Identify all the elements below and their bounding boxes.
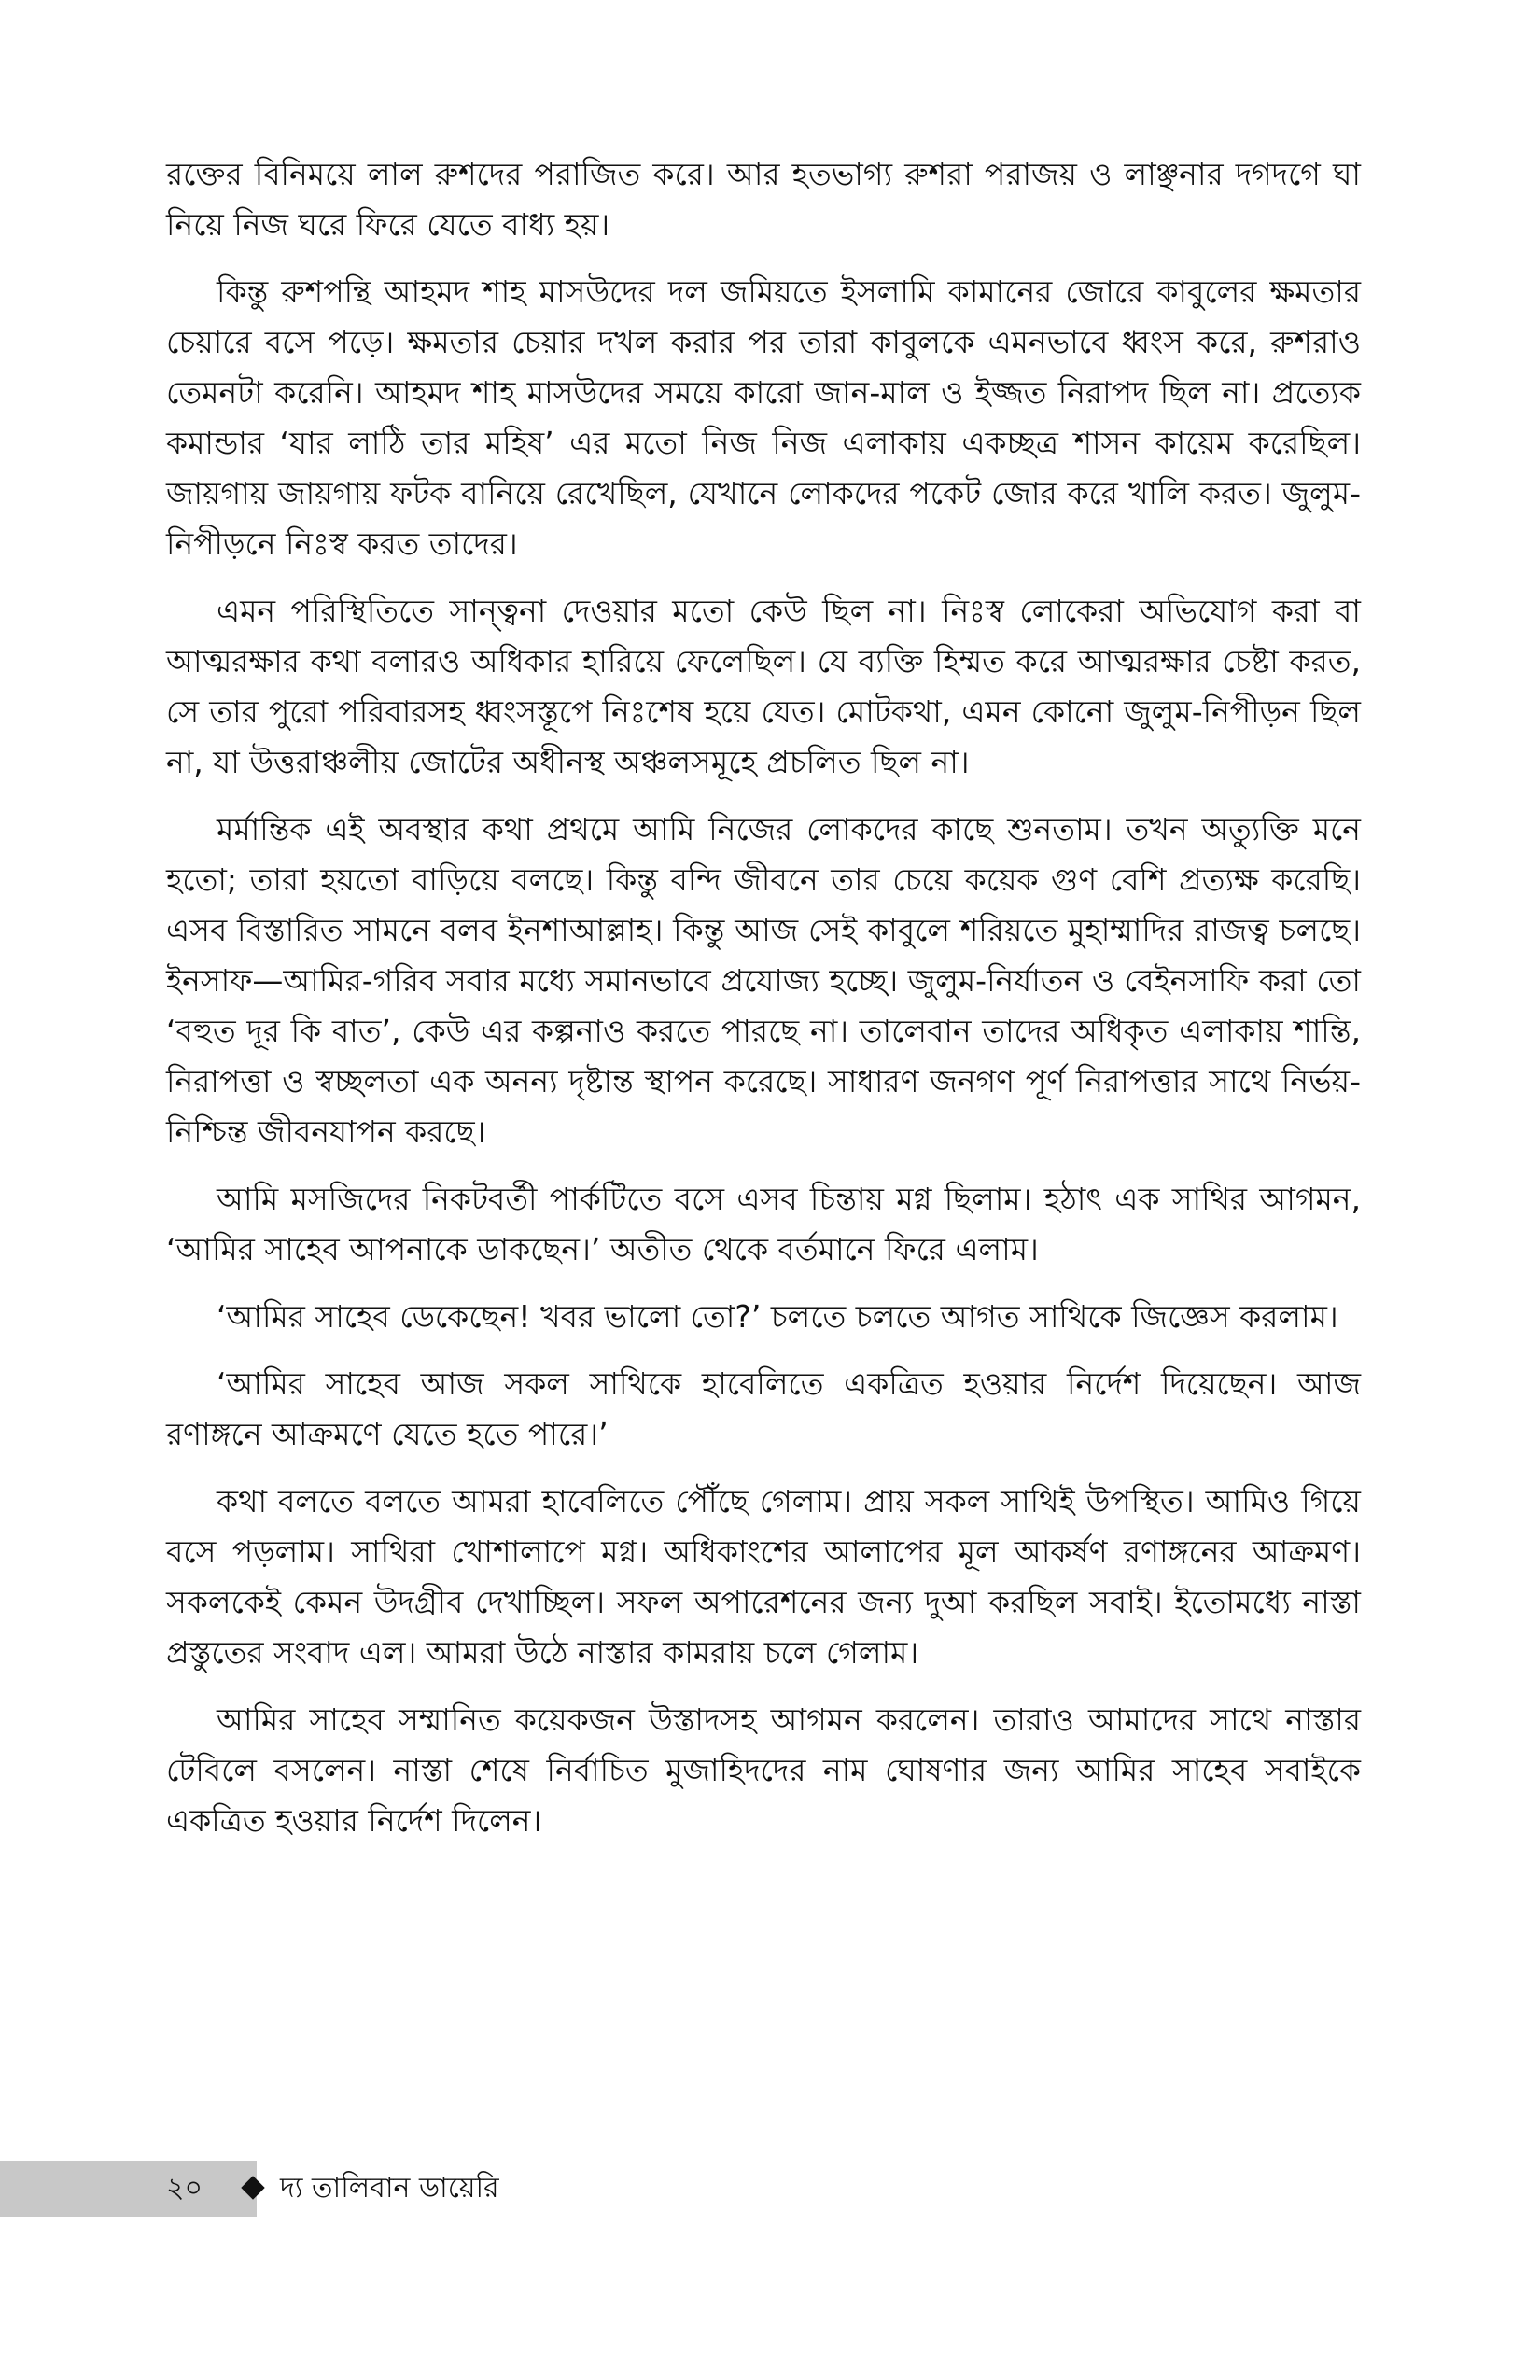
paragraph-4: মর্মান্তিক এই অবস্থার কথা প্রথমে আমি নিজের লোকদের কাছে শুনতাম। তখন অত্যুক্তি মনে হতো; তারা হয়তো বাড়িয়ে বলছে। কিন্তু বন্দি জীবনে তার চেয়ে কয়েক গুণ বেশি প্রত্যক্ষ করেছি। এসব বিস্তারিত সামনে বলব ইনশাআল্লাহ। কিন্তু আজ সেই কাবুলে শরিয়তে মুহাম্মাদির রাজত্ব চলছে। ইনসাফ—আমির-গরিব সবার মধ্যে সমানভাবে প্রযোজ্য হচ্ছে। জুলুম-নির্যাতন ও বেইনসাফি করা তো ‘বহুত দূর কি বাত’, কেউ এর কল্পনাও করতে পারছে না। তালেবান তাদের অধিকৃত এলাকায় শান্তি, নিরাপত্তা ও স্বচ্ছলতা এক অনন্য দৃষ্টান্ত স্থাপন করেছে। সাধারণ জনগণ পূর্ণ নিরাপত্তার সাথে নির্ভয়-নিশ্চিন্ত জীবনযাপন করছে। <box>166 811 1361 1150</box>
paragraph-8: কথা বলতে বলতে আমরা হাবেলিতে পৌঁছে গেলাম। প্রায় সকল সাথিই উপস্থিত। আমিও গিয়ে বসে পড়লাম। সাথিরা খোশালাপে মগ্ন। অধিকাংশের আলাপের মূল আকর্ষণ রণাঙ্গনের আক্রমণ। সকলকেই কেমন উদগ্রীব দেখাচ্ছিল। সফল অপারেশনের জন্য দুআ করছিল সবাই। ইতোমধ্যে নাস্তা প্রস্তুতের সংবাদ এল। আমরা উঠে নাস্তার কামরায় চলে গেলাম। <box>166 1483 1361 1671</box>
page-number: ২০ <box>166 2172 203 2205</box>
paragraph-9: আমির সাহেব সম্মানিত কয়েকজন উস্তাদসহ আগমন করলেন। তারাও আমাদের সাথে নাস্তার টেবিলে বসলেন। নাস্তা শেষে নির্বাচিত মুজাহিদদের নাম ঘোষণার জন্য আমির সাহেব সবাইকে একত্রিত হওয়ার নির্দেশ দিলেন। <box>166 1701 1361 1839</box>
paragraph-7: ‘আমির সাহেব আজ সকল সাথিকে হাবেলিতে একত্রিত হওয়ার নির্দেশ দিয়েছেন। আজ রণাঙ্গনে আক্রমণে যেতে হতে পারে।’ <box>166 1365 1361 1452</box>
book-title: দ্য তালিবান ডায়েরি <box>280 2172 499 2205</box>
paragraph-3: এমন পরিস্থিতিতে সান্ত্বনা দেওয়ার মতো কেউ ছিল না। নিঃস্ব লোকেরা অভিযোগ করা বা আত্মরক্ষার কথা বলারও অধিকার হারিয়ে ফেলেছিল। যে ব্যক্তি হিম্মত করে আত্মরক্ষার চেষ্টা করত, সে তার পুরো পরিবারসহ ধ্বংসস্তূপে নিঃশেষ হয়ে যেত। মোটকথা, এমন কোনো জুলুম-নিপীড়ন ছিল না, যা উত্তরাঞ্চলীয় জোটের অধীনস্থ অঞ্চলসমূহে প্রচলিত ছিল না। <box>166 593 1361 780</box>
paragraph-6: ‘আমির সাহেব ডেকেছেন! খবর ভালো তো?’ চলতে চলতে আগত সাথিকে জিজ্ঞেস করলাম। <box>217 1298 1338 1335</box>
paragraph-1: রক্তের বিনিময়ে লাল রুশদের পরাজিত করে। আর হতভাগ্য রুশরা পরাজয় ও লাঞ্ছনার দগদগে ঘা নিয়ে নিজ ঘরে ফিরে যেতে বাধ্য হয়। <box>166 156 1361 243</box>
footer-band <box>0 2161 257 2217</box>
page-body <box>166 149 1361 1863</box>
paragraph-2: কিন্তু রুশপন্থি আহমদ শাহ মাসউদের দল জমিয়তে ইসলামি কামানের জোরে কাবুলের ক্ষমতার চেয়ারে বসে পড়ে। ক্ষমতার চেয়ার দখল করার পর তারা কাবুলকে এমনভাবে ধ্বংস করে, রুশরাও তেমনটা করেনি। আহমদ শাহ মাসউদের সময়ে কারো জান-মাল ও ইজ্জত নিরাপদ ছিল না। প্রত্যেক কমান্ডার ‘যার লাঠি তার মহিষ’ এর মতো নিজ নিজ এলাকায় একচ্ছত্র শাসন কায়েম করেছিল। জায়গায় জায়গায় ফটক বানিয়ে রেখেছিল, যেখানে লোকদের পকেট জোর করে খালি করত। জুলুম-নিপীড়নে নিঃস্ব করত তাদের। <box>166 273 1361 562</box>
paragraph-5: আমি মসজিদের নিকটবর্তী পার্কটিতে বসে এসব চিন্তায় মগ্ন ছিলাম। হঠাৎ এক সাথির আগমন, ‘আমির সাহেব আপনাকে ডাকছেন।’ অতীত থেকে বর্তমানে ফিরে এলাম। <box>166 1181 1361 1267</box>
page-footer <box>0 2161 1540 2217</box>
